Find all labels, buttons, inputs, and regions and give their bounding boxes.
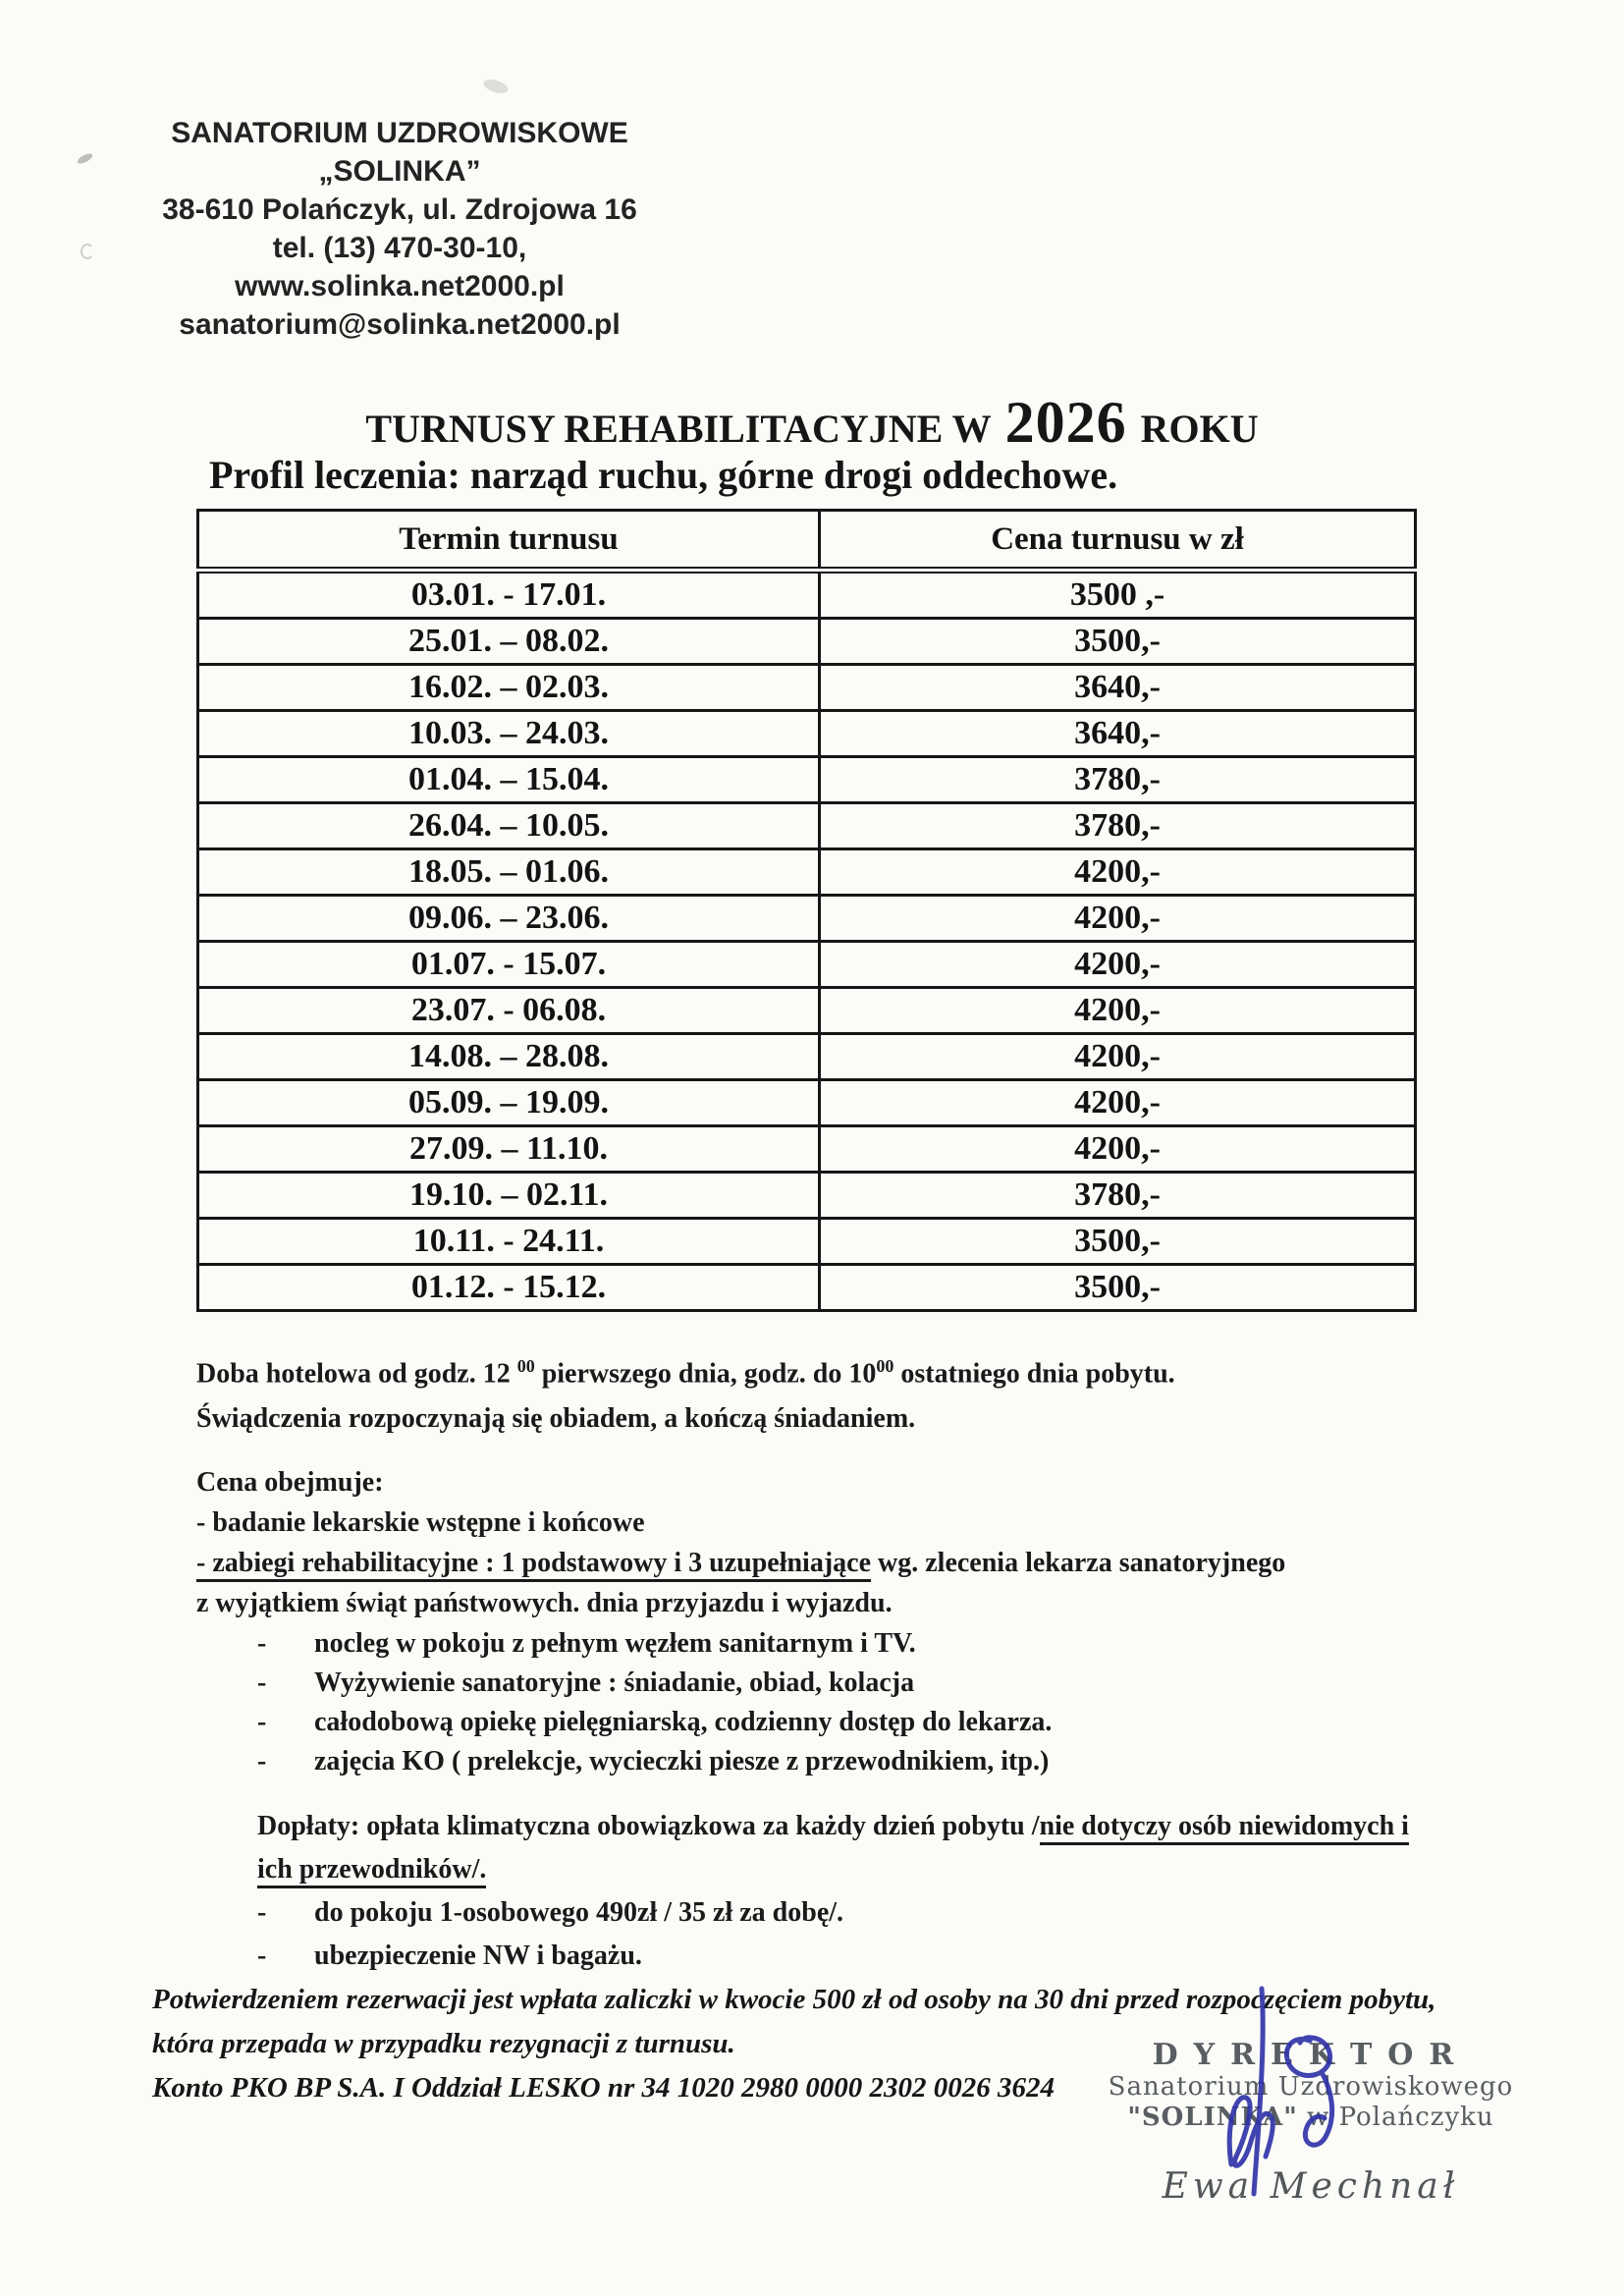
hotel-day-text: Doba hotelowa od godz. 12	[196, 1358, 517, 1390]
bullet-dash: -	[257, 1941, 267, 1971]
table-header-row	[198, 511, 1416, 571]
turnus-date-cell: 01.07. - 15.07.	[198, 942, 820, 988]
turnus-date-cell: 27.09. – 11.10.	[198, 1126, 820, 1173]
turnus-price-cell: 3500,-	[820, 1265, 1416, 1311]
table-row	[198, 803, 1416, 849]
price-includes-heading: Cena obejmuje:	[196, 1467, 384, 1498]
check-in-hour-sup: 00	[516, 1356, 535, 1376]
included-bullet	[257, 1624, 1434, 1664]
letterhead	[100, 114, 699, 344]
stamp-brand: "SOLINKA"	[1127, 2103, 1298, 2132]
turnus-price-cell: 3500,-	[820, 1219, 1416, 1265]
bullet-text: ubezpieczenie NW i bagażu.	[314, 1941, 642, 1971]
letterhead-website: www.solinka.net2000.pl	[235, 270, 565, 302]
table-row	[198, 619, 1416, 665]
turnus-price-cell: 4200,-	[820, 849, 1416, 896]
turnus-price-cell: 4200,-	[820, 1080, 1416, 1126]
bullet-text: zajęcia KO ( prelekcje, wycieczki piesze z przewodnikiem, itp.)	[314, 1746, 1050, 1777]
turnus-price-cell: 4200,-	[820, 942, 1416, 988]
turnus-date-cell: 26.04. – 10.05.	[198, 803, 820, 849]
treatment-profile-subtitle: Profil leczenia: narząd ruchu, górne drogi oddechowe.	[209, 453, 1118, 497]
included-bullet	[257, 1742, 1434, 1781]
bullet-text: nocleg w pokoju z pełnym węzłem sanitarnym i TV.	[314, 1628, 916, 1659]
turnus-price-cell: 3640,-	[820, 665, 1416, 711]
check-out-hour-sup: 00	[876, 1356, 894, 1376]
price-includes-section	[196, 1463, 1434, 1781]
table-row	[198, 849, 1416, 896]
hotel-day-text: pierwszego dnia, godz. do 10	[534, 1358, 877, 1390]
included-bullet	[257, 1703, 1434, 1742]
turnus-price-cell: 4200,-	[820, 896, 1416, 942]
table-row	[198, 1034, 1416, 1080]
hotel-day-notes	[196, 1343, 1175, 1442]
turnus-date-cell: 10.11. - 24.11.	[198, 1219, 820, 1265]
turnus-date-cell: 01.12. - 15.12.	[198, 1265, 820, 1311]
meals-line: Świądczenia rozpoczynają się obiadem, a kończą śniadaniem.	[196, 1403, 916, 1435]
title-year: 2026	[1004, 390, 1127, 455]
table-row	[198, 1126, 1416, 1173]
letterhead-phone: tel. (13) 470-30-10,	[272, 232, 527, 264]
surcharges-section	[257, 1805, 1445, 1978]
turnus-date-cell: 03.01. - 17.01.	[198, 571, 820, 619]
table-row	[198, 665, 1416, 711]
turnus-date-cell: 14.08. – 28.08.	[198, 1034, 820, 1080]
stamp-location: w Polańczyku	[1297, 2103, 1494, 2132]
table-row	[198, 1265, 1416, 1311]
turnus-date-cell: 18.05. – 01.06.	[198, 849, 820, 896]
bullet-text: do pokoju 1-osobowego 490zł / 35 zł za dobę/.	[314, 1897, 844, 1928]
bullet-text: Wyżywienie sanatoryjne : śniadanie, obiad, kolacja	[314, 1667, 915, 1698]
scan-artifact	[76, 151, 93, 165]
table-row	[198, 1080, 1416, 1126]
bullet-dash: -	[257, 1897, 267, 1928]
document-title	[0, 389, 1624, 457]
turnus-price-cell: 3500 ,-	[820, 571, 1416, 619]
table-row	[198, 896, 1416, 942]
turnus-price-cell: 4200,-	[820, 1034, 1416, 1080]
price-table	[196, 509, 1417, 1312]
letterhead-email: sanatorium@solinka.net2000.pl	[179, 308, 621, 341]
column-header-term: Termin turnusu	[198, 511, 820, 571]
surcharges-line1	[257, 1805, 1445, 1848]
included-item-exceptions: z wyjątkiem świąt państwowych. dnia przyjazdu i wyjazdu.	[196, 1588, 893, 1618]
turnus-price-cell: 4200,-	[820, 988, 1416, 1034]
turnus-price-cell: 3780,-	[820, 1173, 1416, 1219]
stamp-org-line1: Sanatorium Uzdrowiskowego	[1108, 2072, 1514, 2102]
letterhead-address: 38-610 Polańczyk, ul. Zdrojowa 16	[162, 193, 637, 226]
underlined-exemption: nie dotyczy osób niewidomych i	[1040, 1811, 1409, 1845]
underlined-zabiegi: - zabiegi rehabilitacyjne : 1 podstawowy i 3 uzupełniające	[196, 1548, 871, 1582]
underlined-exemption: ich przewodników/.	[257, 1854, 486, 1888]
turnus-date-cell: 16.02. – 02.03.	[198, 665, 820, 711]
surcharges-normal: Dopłaty: opłata klimatyczna obowiązkowa za każdy dzień pobytu /	[257, 1811, 1040, 1841]
bullet-dash: -	[257, 1707, 267, 1737]
turnus-date-cell: 10.03. – 24.03.	[198, 711, 820, 757]
scan-artifact	[482, 77, 510, 95]
bullet-dash: -	[257, 1667, 267, 1698]
hotel-day-text: ostatniego dnia pobytu.	[893, 1358, 1175, 1390]
table-row	[198, 1173, 1416, 1219]
turnus-price-cell: 3640,-	[820, 711, 1416, 757]
turnus-price-cell: 3780,-	[820, 757, 1416, 803]
letterhead-brand-name: „SOLINKA”	[318, 155, 481, 188]
hotel-day-line	[196, 1343, 1175, 1396]
title-prefix: TURNUSY REHABILITACYJNE W	[365, 407, 992, 451]
table-row	[198, 571, 1416, 619]
forfeit-line: która przepada w przypadku rezygnacji z turnusu.	[152, 2028, 735, 2059]
bullet-dash: -	[257, 1628, 267, 1659]
bullet-text: całodobową opiekę pielęgniarską, codzienny dostęp do lekarza.	[314, 1707, 1053, 1737]
column-header-price: Cena turnusu w zł	[820, 511, 1416, 571]
table-row	[198, 711, 1416, 757]
table-row	[198, 1219, 1416, 1265]
turnus-date-cell: 23.07. - 06.08.	[198, 988, 820, 1034]
turnus-date-cell: 25.01. – 08.02.	[198, 619, 820, 665]
bank-account-line: Konto PKO BP S.A. I Oddział LESKO nr 34 1020 2980 0000 2302 0026 3624	[152, 2072, 1055, 2104]
scan-artifact	[81, 244, 94, 259]
turnus-price-cell: 3780,-	[820, 803, 1416, 849]
title-suffix: ROKU	[1140, 407, 1259, 451]
included-bullet	[257, 1664, 1434, 1703]
director-name-stamp: Ewa Mechnał	[1162, 2166, 1460, 2207]
table-row	[198, 988, 1416, 1034]
included-item-badanie: - badanie lekarskie wstępne i końcowe	[196, 1507, 645, 1538]
zabiegi-rest: wg. zlecenia lekarza sanatoryjnego	[871, 1548, 1286, 1578]
surcharge-bullet	[257, 1935, 1445, 1978]
deposit-line: Potwierdzeniem rezerwacji jest wpłata zaliczki w kwocie 500 zł od osoby na 30 dni przed rozpoczęciem pobytu,	[152, 1984, 1436, 2015]
turnus-price-cell: 3500,-	[820, 619, 1416, 665]
stamp-role: DYREKTOR	[1152, 2038, 1470, 2072]
turnus-price-cell: 4200,-	[820, 1126, 1416, 1173]
surcharge-bullet	[257, 1891, 1445, 1935]
turnus-date-cell: 01.04. – 15.04.	[198, 757, 820, 803]
table-row	[198, 757, 1416, 803]
turnus-date-cell: 19.10. – 02.11.	[198, 1173, 820, 1219]
turnus-date-cell: 09.06. – 23.06.	[198, 896, 820, 942]
handwritten-signature	[1216, 1986, 1402, 2207]
surcharges-line2	[257, 1848, 1445, 1891]
turnus-date-cell: 05.09. – 19.09.	[198, 1080, 820, 1126]
table-row	[198, 942, 1416, 988]
bullet-dash: -	[257, 1746, 267, 1777]
letterhead-org-name: SANATORIUM UZDROWISKOWE	[171, 117, 628, 149]
included-item-zabiegi	[196, 1544, 1434, 1583]
